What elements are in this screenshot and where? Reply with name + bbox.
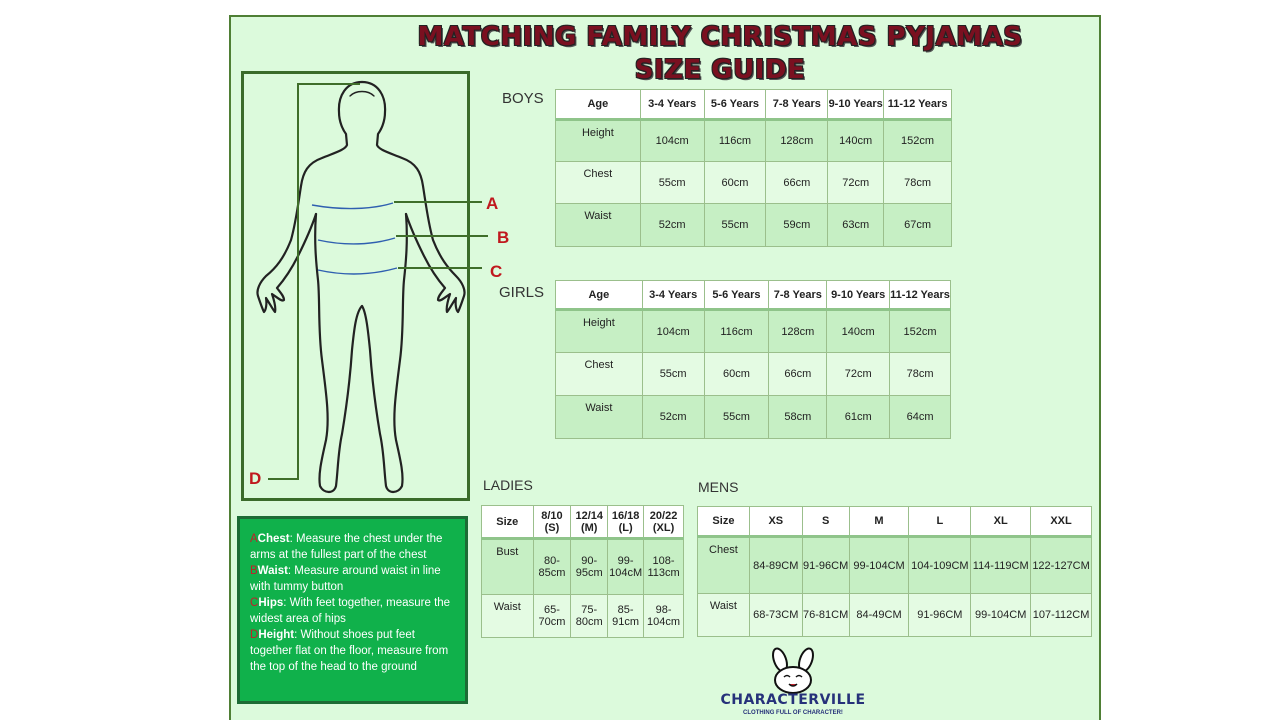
logo-name: CHARACTERVILLE bbox=[720, 692, 866, 708]
table-row bbox=[556, 310, 951, 353]
table-cell: 60cm bbox=[704, 353, 769, 396]
bunny-mascot-icon bbox=[718, 644, 868, 694]
page-subtitle: SIZE GUIDE bbox=[634, 55, 806, 85]
legend-letter: B bbox=[250, 565, 258, 577]
ladies-header-cell: Size bbox=[482, 506, 534, 539]
boys-header-cell: 5-6 Years bbox=[704, 90, 766, 120]
mens-header-cell: L bbox=[909, 507, 971, 537]
table-cell: 75-80cm bbox=[571, 595, 608, 638]
girls-header-cell: Age bbox=[556, 281, 643, 310]
table-cell: 122-127CM bbox=[1031, 537, 1092, 594]
table-row bbox=[482, 595, 684, 638]
marker-a: A bbox=[486, 194, 499, 213]
mens-header-cell: Size bbox=[698, 507, 750, 537]
table-cell: 55cm bbox=[640, 162, 704, 204]
legend-letter: D bbox=[250, 629, 259, 641]
table-cell: 90-95cm bbox=[571, 539, 608, 595]
mens-header-cell: S bbox=[802, 507, 849, 537]
table-row bbox=[556, 120, 952, 162]
boys-header-cell: 7-8 Years bbox=[766, 90, 828, 120]
row-label: Chest bbox=[698, 537, 750, 594]
table-cell: 59cm bbox=[766, 204, 828, 247]
table-cell: 140cm bbox=[827, 310, 890, 353]
boys-header-cell: 9-10 Years bbox=[828, 90, 884, 120]
table-cell: 78cm bbox=[890, 353, 951, 396]
table-cell: 128cm bbox=[766, 120, 828, 162]
girls-label: GIRLS bbox=[499, 284, 545, 301]
table-cell: 55cm bbox=[704, 396, 769, 439]
table-cell: 55cm bbox=[704, 204, 766, 247]
mens-header-cell: M bbox=[849, 507, 909, 537]
table-cell: 52cm bbox=[642, 396, 704, 439]
row-label: Height bbox=[556, 120, 641, 162]
table-row bbox=[482, 539, 684, 595]
page-title: MATCHING FAMILY CHRISTMAS PYJAMAS bbox=[417, 22, 1023, 52]
table-cell: 61cm bbox=[827, 396, 890, 439]
table-cell: 80-85cm bbox=[533, 539, 571, 595]
legend-text: : Measure the chest under the arms at the fullest part of the chest bbox=[250, 533, 443, 561]
measurement-legend bbox=[237, 516, 468, 704]
legend-term: Waist bbox=[257, 565, 288, 577]
table-cell: 72cm bbox=[828, 162, 884, 204]
row-label: Waist bbox=[482, 595, 534, 638]
table-cell: 98-104cm bbox=[644, 595, 684, 638]
table-cell: 128cm bbox=[769, 310, 827, 353]
legend-text: : Measure around waist in line with tummy button bbox=[250, 565, 441, 593]
girls-size-table bbox=[555, 280, 951, 439]
table-cell: 66cm bbox=[766, 162, 828, 204]
table-row bbox=[556, 204, 952, 247]
table-cell: 104cm bbox=[642, 310, 704, 353]
table-cell: 152cm bbox=[890, 310, 951, 353]
row-label: Height bbox=[556, 310, 643, 353]
table-cell: 91-96CM bbox=[802, 537, 849, 594]
mens-label: MENS bbox=[698, 479, 739, 495]
ladies-header-cell: 16/18 (L) bbox=[608, 506, 644, 539]
table-cell: 91-96CM bbox=[909, 594, 971, 637]
legend-letter: C bbox=[250, 597, 259, 609]
table-row bbox=[556, 353, 951, 396]
table-cell: 76-81CM bbox=[802, 594, 849, 637]
marker-c: C bbox=[490, 262, 503, 281]
row-label: Chest bbox=[556, 162, 641, 204]
legend-item-hips bbox=[250, 595, 457, 627]
girls-header-cell: 5-6 Years bbox=[704, 281, 769, 310]
boys-size-table bbox=[555, 89, 952, 247]
legend-term: Hips bbox=[258, 597, 284, 609]
table-cell: 99-104cM bbox=[608, 539, 644, 595]
table-cell: 55cm bbox=[642, 353, 704, 396]
table-cell: 68-73CM bbox=[749, 594, 802, 637]
logo-tagline: CLOTHING FULL OF CHARACTER! bbox=[743, 710, 843, 716]
table-cell: 84-89CM bbox=[749, 537, 802, 594]
table-cell: 116cm bbox=[704, 310, 769, 353]
table-cell: 114-119CM bbox=[971, 537, 1031, 594]
legend-letter: A bbox=[250, 533, 258, 545]
ladies-header-cell: 8/10 (S) bbox=[533, 506, 571, 539]
boys-label: BOYS bbox=[502, 90, 544, 107]
boys-header-cell: 11-12 Years bbox=[884, 90, 952, 120]
ladies-label: LADIES bbox=[483, 477, 533, 493]
table-cell: 78cm bbox=[884, 162, 952, 204]
legend-item-waist bbox=[250, 563, 457, 595]
boys-header-cell: Age bbox=[556, 90, 641, 120]
table-cell: 72cm bbox=[827, 353, 890, 396]
table-cell: 66cm bbox=[769, 353, 827, 396]
table-cell: 152cm bbox=[884, 120, 952, 162]
row-label: Waist bbox=[556, 396, 643, 439]
mens-header-cell: XL bbox=[971, 507, 1031, 537]
marker-d: D bbox=[249, 469, 262, 488]
table-cell: 64cm bbox=[890, 396, 951, 439]
body-outline-figure bbox=[0, 0, 520, 510]
row-label: Chest bbox=[556, 353, 643, 396]
legend-term: Chest bbox=[257, 533, 290, 545]
table-cell: 60cm bbox=[704, 162, 766, 204]
table-cell: 85-91cm bbox=[608, 595, 644, 638]
table-cell: 67cm bbox=[884, 204, 952, 247]
table-cell: 140cm bbox=[828, 120, 884, 162]
table-cell: 116cm bbox=[704, 120, 766, 162]
boys-header-cell: 3-4 Years bbox=[640, 90, 704, 120]
marker-b: B bbox=[497, 228, 510, 247]
table-cell: 104cm bbox=[640, 120, 704, 162]
girls-header-cell: 3-4 Years bbox=[642, 281, 704, 310]
table-cell: 84-49CM bbox=[849, 594, 909, 637]
table-cell: 104-109CM bbox=[909, 537, 971, 594]
girls-header-cell: 9-10 Years bbox=[827, 281, 890, 310]
table-cell: 65-70cm bbox=[533, 595, 571, 638]
table-row bbox=[556, 396, 951, 439]
table-cell: 52cm bbox=[640, 204, 704, 247]
ladies-header-cell: 12/14 (M) bbox=[571, 506, 608, 539]
ladies-header-cell: 20/22 (XL) bbox=[644, 506, 684, 539]
table-row bbox=[698, 594, 1092, 637]
mens-header-cell: XS bbox=[749, 507, 802, 537]
legend-text: : With feet together, measure the widest area of hips bbox=[250, 597, 451, 625]
table-cell: 99-104CM bbox=[971, 594, 1031, 637]
mens-header-cell: XXL bbox=[1031, 507, 1092, 537]
table-cell: 63cm bbox=[828, 204, 884, 247]
table-cell: 58cm bbox=[769, 396, 827, 439]
legend-item-height bbox=[250, 627, 457, 675]
table-cell: 108-113cm bbox=[644, 539, 684, 595]
girls-header-cell: 11-12 Years bbox=[890, 281, 951, 310]
characterville-logo bbox=[718, 644, 868, 720]
mens-size-table bbox=[697, 506, 1092, 637]
legend-item-chest bbox=[250, 531, 457, 563]
row-label: Waist bbox=[698, 594, 750, 637]
girls-header-cell: 7-8 Years bbox=[769, 281, 827, 310]
row-label: Waist bbox=[556, 204, 641, 247]
legend-term: Height bbox=[258, 629, 295, 641]
table-row bbox=[698, 537, 1092, 594]
table-row bbox=[556, 162, 952, 204]
row-label: Bust bbox=[482, 539, 534, 595]
table-cell: 107-112CM bbox=[1031, 594, 1092, 637]
ladies-size-table bbox=[481, 505, 684, 638]
table-cell: 99-104CM bbox=[849, 537, 909, 594]
legend-text: : Without shoes put feet together flat on the floor, measure from the top of the head to the ground bbox=[250, 629, 449, 673]
